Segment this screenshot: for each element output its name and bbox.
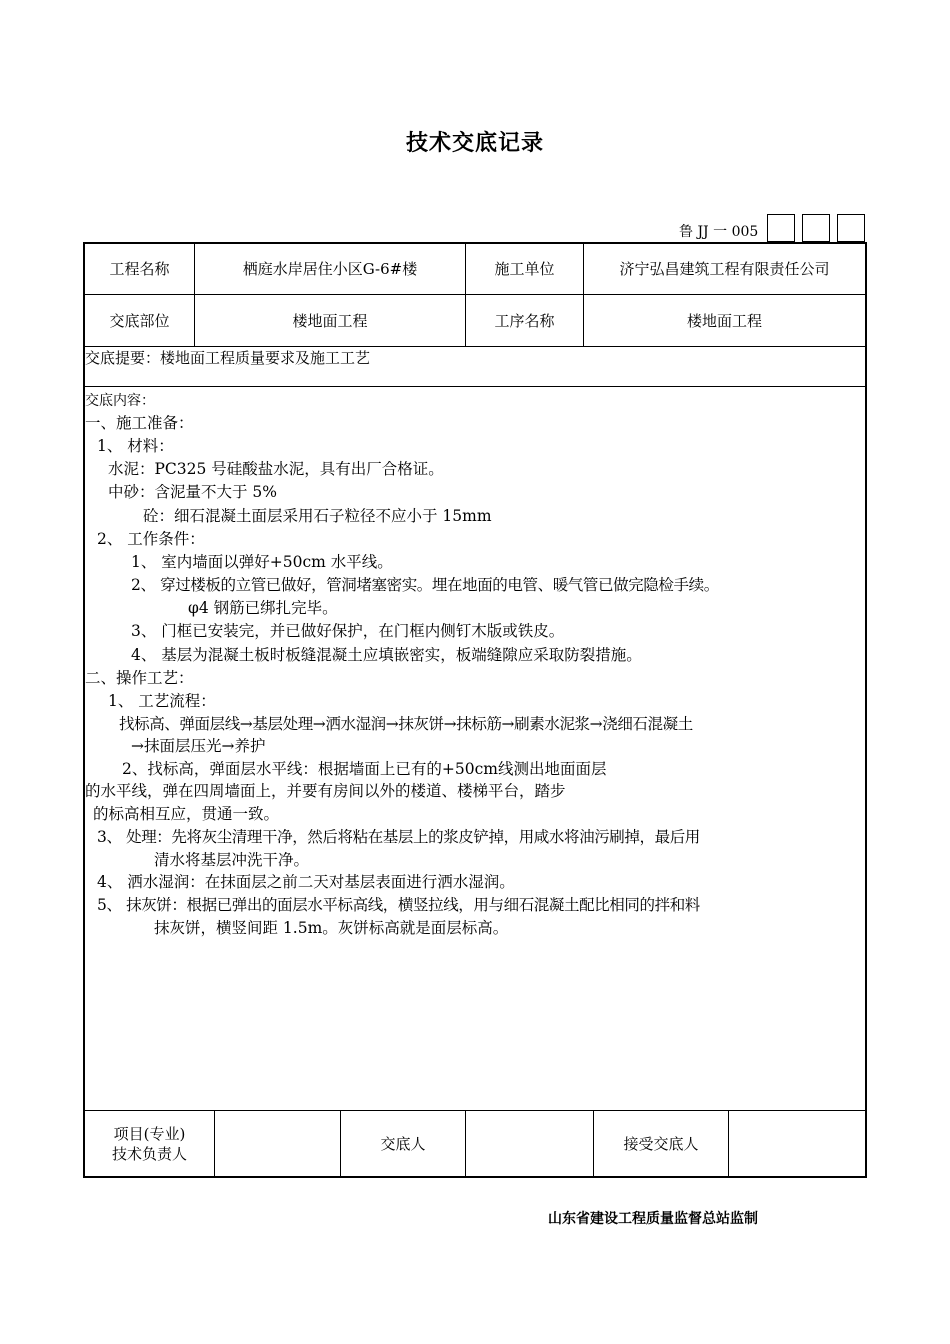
- process-label: 工序名称: [494, 311, 555, 330]
- code-box-1[interactable]: [767, 214, 795, 242]
- content-line: 砼：细石混凝土面层采用石子粒径不应小于 15mm: [143, 507, 492, 525]
- contractor-value[interactable]: 济宁弘昌建筑工程有限责任公司: [619, 260, 830, 278]
- receiver-label: 接受交底人: [623, 1134, 699, 1153]
- content-line: 4、 基层为混凝土板时板缝混凝土应填嵌密实，板端缝隙应采取防裂措施。: [131, 646, 642, 664]
- code-box-2[interactable]: [802, 214, 830, 242]
- part-label: 交底部位: [109, 311, 170, 330]
- content-line: 4、 洒水湿润：在抹面层之前二天对基层表面进行洒水湿润。: [97, 873, 515, 891]
- document-title: 技术交底记录: [405, 131, 544, 156]
- content-line: 抹灰饼，横竖间距 1.5m。灰饼标高就是面层标高。: [154, 919, 509, 937]
- discloser-signature[interactable]: [466, 1111, 593, 1176]
- content-line: 3、 处理：先将灰尘清理干净，然后将粘在基层上的浆皮铲掉，用咸水将油污刷掉，最后用: [97, 828, 700, 846]
- supervisor-note: 山东省建设工程质量监督总站监制: [548, 1211, 758, 1227]
- content-line: 1、 工艺流程：: [108, 692, 216, 710]
- content-heading: 交底内容：: [85, 393, 155, 409]
- content-line: 的水平线，弹在四周墙面上，并要有房间以外的楼道、楼梯平台，踏步: [85, 782, 566, 800]
- tech-lead-label-line1: 项目(专业): [113, 1124, 186, 1143]
- receiver-signature[interactable]: [729, 1111, 865, 1176]
- content-line: 5、 抹灰饼：根据已弹出的面层水平标高线，横竖拉线，用与细石混凝土配比相同的拌和料: [97, 896, 700, 914]
- content-line: 3、 门框已安装完，并已做好保护，在门框内侧钉木版或铁皮。: [131, 622, 565, 640]
- content-line: 找标高、弹面层线→基层处理→洒水湿润→抹灰饼→抹标筋→刷素水泥浆→浇细石混凝土: [119, 715, 693, 733]
- rule: [83, 386, 867, 387]
- project-name-value[interactable]: 栖庭水岸居住小区G-6#楼: [242, 260, 418, 278]
- content-line: 1、 室内墙面以弹好+50cm 水平线。: [131, 553, 393, 571]
- content-line: 一、施工准备：: [85, 414, 194, 432]
- tech-lead-label: [85, 1111, 214, 1176]
- content-line: 1、 材料：: [97, 437, 174, 455]
- process-value[interactable]: 楼地面工程: [686, 311, 762, 330]
- form-code: 鲁 JJ 一 005: [679, 224, 759, 240]
- code-box-3[interactable]: [837, 214, 865, 242]
- content-line: 的标高相互应，贯通一致。: [93, 805, 280, 823]
- tech-lead-label-line2: 技术负责人: [111, 1144, 187, 1163]
- content-line: 2、 穿过楼板的立管已做好，管洞堵塞密实。埋在地面的电管、暖气管已做完隐检手续。: [131, 576, 719, 594]
- tech-lead-signature[interactable]: [215, 1111, 340, 1176]
- project-name-label: 工程名称: [109, 260, 170, 278]
- content-line: 水泥：PC325 号硅酸盐水泥，具有出厂合格证。: [108, 460, 444, 478]
- content-line: φ4 钢筋已绑扎完毕。: [188, 599, 338, 617]
- content-line: 二、操作工艺：: [85, 669, 194, 687]
- content-line: 中砂：含泥量不大于 5%: [108, 483, 278, 501]
- part-value[interactable]: 楼地面工程: [292, 311, 368, 330]
- content-line: 2、 工作条件：: [97, 530, 205, 548]
- content-line: →抹面层压光→养护: [131, 737, 266, 755]
- content-line: 清水将基层冲洗干净。: [154, 851, 310, 869]
- content-line: 2、找标高，弹面层水平线：根据墙面上已有的+50cm线测出地面面层: [122, 760, 607, 778]
- disclosure-summary[interactable]: 交底提要：楼地面工程质量要求及施工工艺: [85, 349, 371, 367]
- contractor-label: 施工单位: [494, 260, 555, 278]
- discloser-label: 交底人: [380, 1134, 426, 1153]
